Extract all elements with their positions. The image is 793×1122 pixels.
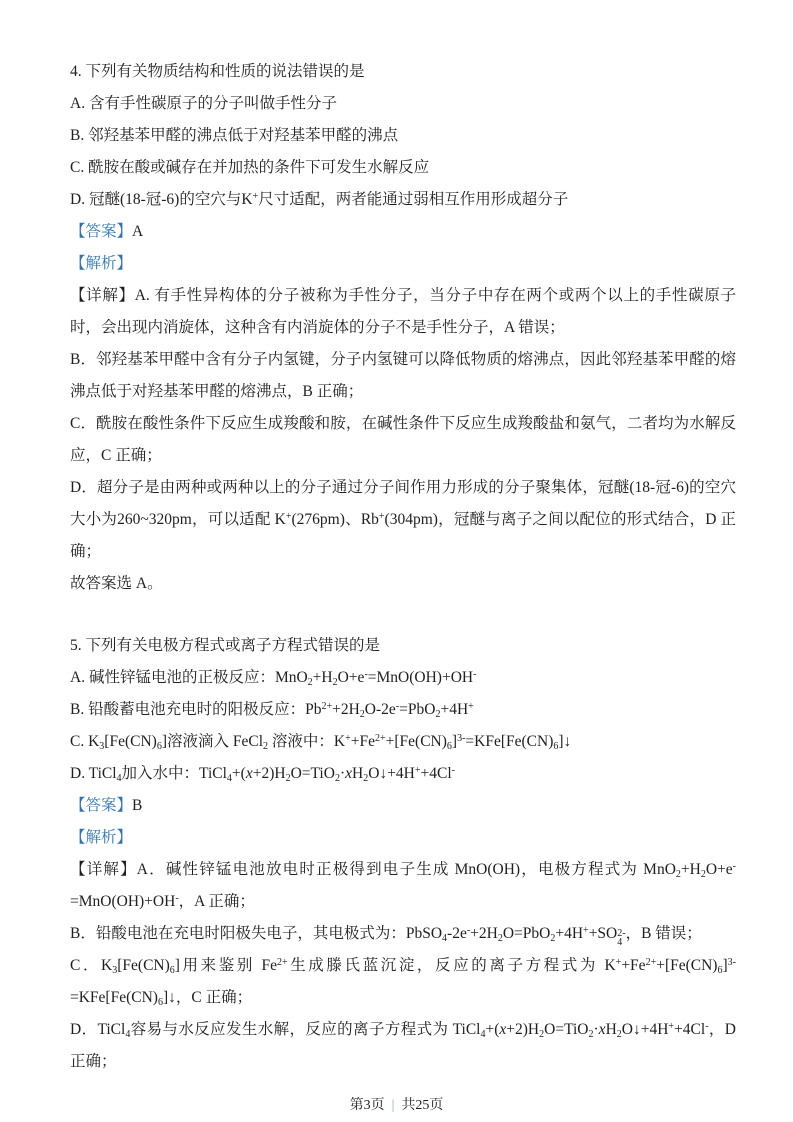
text-run: O+e [705,861,733,878]
q4-analysis-label [70,248,736,280]
text-run: 3- [457,733,466,744]
text-run: · [593,1021,599,1038]
text-run: O=TiO [290,765,335,782]
text-run: O↓+4H [368,765,415,782]
text-run: +H [312,669,333,686]
text-run: x [245,765,253,782]
text-run: ，A 正确； [178,893,255,910]
text-run: ]↓ [558,733,572,750]
q5-option-d [70,758,736,790]
text-run: ]溶液滴入 FeCl [161,733,264,750]
q4-option-a [70,88,736,120]
text-run: +2H [470,925,498,942]
q5-detail-d [70,1014,736,1078]
text-run: (276pm)、Rb [291,511,379,528]
text-run: 2 [334,773,340,784]
text-run: B．邻羟基苯甲醛中含有分子内氢键，分子内氢键可以降低物质的熔沸点，因此邻羟基苯甲醛的熔沸点低于对羟基苯甲醛的熔沸点，B 正确； [70,351,736,400]
text-run: 尺寸适配，两者能通过弱相互作用形成超分子 [258,191,569,208]
text-run: 2 [435,709,441,720]
text-run: (304pm)，冠醚与离子之间以配位的形式结合，D 正确； [70,511,736,560]
text-run: + [252,191,259,202]
text-run: =MnO(OH)+OH [70,893,176,910]
text-run: H [605,1021,617,1038]
text-run: ] [451,733,458,750]
text-run: 6 [156,741,162,752]
text-run: x [499,1021,507,1038]
text-run: O+e [337,669,365,686]
text-run: +( [485,1021,500,1038]
section-label: 【解析】 [70,829,133,846]
stacked-subsuperscript: 2- 4 [617,928,626,948]
text-run: - [364,669,368,680]
text-run: D. 冠醚(18-冠-6)的空穴与K [70,191,253,208]
text-run: =PbO [399,701,436,718]
text-run: 2 [675,869,681,880]
text-run: D. TiCl [70,765,117,782]
text-run: =KFe[Fe(CN) [70,989,158,1006]
q5-answer [70,790,736,822]
text-run: + [668,1021,675,1032]
q4-detail-d [70,472,736,568]
text-run: O↓+4H [621,1021,669,1038]
text-run: 2 [588,1029,594,1040]
text-run: 2 [363,773,369,784]
text-run: =MnO(OH)+OH [367,669,474,686]
text-run: - [175,893,179,904]
text-run: 4 [442,933,448,944]
text-run: [Fe(CN) [104,733,157,750]
text-run: x [598,1021,606,1038]
text-run: 2 [359,709,365,720]
text-run: 6 [553,741,559,752]
text-run: B. 铅酸蓄电池充电时的阳极反应：Pb [70,701,322,718]
text-run: +Fe [621,957,646,974]
q4-title [70,56,736,88]
text-run: - [705,1021,709,1032]
text-run: C. 酰胺在酸或碱存在并加热的条件下可发生水解反应 [70,159,430,176]
text-run: =KFe[Fe(CN) [465,733,554,750]
text-run: D．TiCl [70,1021,126,1038]
text-run: +4H [440,701,469,718]
page-footer [0,1094,793,1114]
text-run: ，D 正确； [70,1021,736,1070]
q5-option-c [70,726,736,758]
document-content [70,56,736,1078]
text-run: 2 [539,1029,545,1040]
q5-option-a [70,662,736,694]
text-run: 2+ [374,733,386,744]
text-run: 2+ [276,957,288,968]
text-run: 6 [157,997,163,1008]
q4-conclusion [70,568,736,600]
text-run: ] [722,957,728,974]
text-run: D．超分子是由两种或两种以上的分子通过分子间作用力形成的分子聚集体，冠醚(18-冠-6)的空穴大小为260~320pm，可以适配 K [70,479,736,528]
footer-total-pages: 共25页 [401,1098,444,1113]
text-run: +4H [555,925,584,942]
text-run: 容易与水反应发生水解，反应的离子方程式为 TiCl [130,1021,481,1038]
q4-option-d [70,184,736,216]
q5-title [70,630,736,662]
text-run: B [132,797,143,814]
text-run: 4 [116,773,122,784]
text-run: +Fe [350,733,375,750]
text-run: 4 [125,1029,131,1040]
text-run: 2+ [645,957,657,968]
text-run: 2 [550,933,556,944]
text-run: +2H [332,701,360,718]
text-run: 生成滕氏蓝沉淀，反应的离子方程式为 K [287,957,616,974]
text-run: - [466,925,471,936]
text-run: · [339,765,346,782]
text-run: +4Cl [420,765,452,782]
section-label: 【答案】 [70,797,133,814]
text-run: +4Cl [674,1021,706,1038]
text-run: ]↓，C 正确； [162,989,253,1006]
text-run: + [378,511,385,522]
text-run: 【详解】A．碱性锌锰电池放电时正极得到电子生成 MnO(OH)，电极方程式为 MnO [70,861,676,878]
text-run: 6 [717,965,723,976]
text-run: A. 碱性锌锰电池的正极反应：MnO [70,669,308,686]
q4-detail-c [70,408,736,472]
text-run: +[Fe(CN) [385,733,447,750]
q5-detail-c [70,950,736,1014]
section-label: 【解析】 [70,255,133,272]
text-run: +H [680,861,701,878]
text-run: B．铅酸电池在充电时阳极失电子，其电极式为：PbSO [70,925,443,942]
text-run: 2 [263,741,269,752]
q4-option-b [70,120,736,152]
text-run: C. K [70,733,100,750]
text-run: C．K [70,957,113,974]
q5-detail-b [70,918,736,950]
text-run: - [473,669,477,680]
text-run: H [352,765,364,782]
text-run: 2 [497,933,503,944]
q4-detail-a [70,280,736,344]
q4-detail-b [70,344,736,408]
text-run: +2)H [252,765,286,782]
text-run: O-2e [364,701,396,718]
text-run: 3- [727,957,736,968]
section-label: 【答案】 [70,223,133,240]
text-run: + [583,925,589,936]
q4-option-c [70,152,736,184]
text-run: 2 [332,677,338,688]
text-run: C．酰胺在酸性条件下反应生成羧酸和胺，在碱性条件下反应生成羧酸盐和氨气，二者均为水解反应，C 正确； [70,415,736,464]
text-run: 4. 下列有关物质结构和性质的说法错误的是 [70,63,365,80]
text-run: + [285,511,292,522]
text-run: - [451,765,455,776]
text-run: A. 含有手性碳原子的分子叫做手性分子 [70,95,337,112]
text-run: ，B 错误； [625,925,702,942]
text-run: 【详解】A. 有手性异构体的分子被称为手性分子，当分子中存在两个或两个以上的手性碳原子时，会出现内消旋体，这种含有内消旋体的分子不是手性分子，A 错误； [70,287,736,336]
text-run: 2 [285,773,291,784]
q5-option-b [70,694,736,726]
q4-answer [70,216,736,248]
text-run: 6 [446,741,452,752]
text-run: 2+ [321,701,333,712]
text-run: +SO [588,925,618,942]
text-run: +2)H [506,1021,540,1038]
footer-page-number: 第3页 [349,1098,385,1113]
text-run: 加入水中：TiCl [121,765,227,782]
text-run: +[Fe(CN) [656,957,718,974]
text-run: + [468,701,474,712]
text-run: 4 [226,773,232,784]
q5-detail-a [70,854,736,918]
text-run: x [345,765,352,782]
text-run: 4 [480,1029,486,1040]
text-run: 3 [99,741,105,752]
text-run: A [132,223,144,240]
text-run: B. 邻羟基苯甲醛的沸点低于对羟基苯甲醛的沸点 [70,127,399,144]
text-run: 6 [169,965,175,976]
text-run: 故答案选 A。 [70,575,163,592]
text-run: [Fe(CN) [117,957,170,974]
text-run: 3 [112,965,118,976]
text-run: + [615,957,622,968]
text-run: 2 [616,1029,622,1040]
text-run: +( [231,765,246,782]
text-run: 2 [700,869,706,880]
footer-separator: | [391,1098,395,1113]
text-run: 2 [307,677,313,688]
text-run: 溶液中：K [268,733,346,750]
text-run: 5. 下列有关电极方程式或离子方程式错误的是 [70,637,381,654]
text-run: + [345,733,351,744]
text-run: -2e [447,925,467,942]
text-run: ]用来鉴别 Fe [174,957,277,974]
text-run: - [732,861,736,872]
q5-analysis-label [70,822,736,854]
text-run: - [395,701,400,712]
text-run: + [414,765,421,776]
text-run: O=PbO [502,925,551,942]
text-run: O=TiO [544,1021,589,1038]
